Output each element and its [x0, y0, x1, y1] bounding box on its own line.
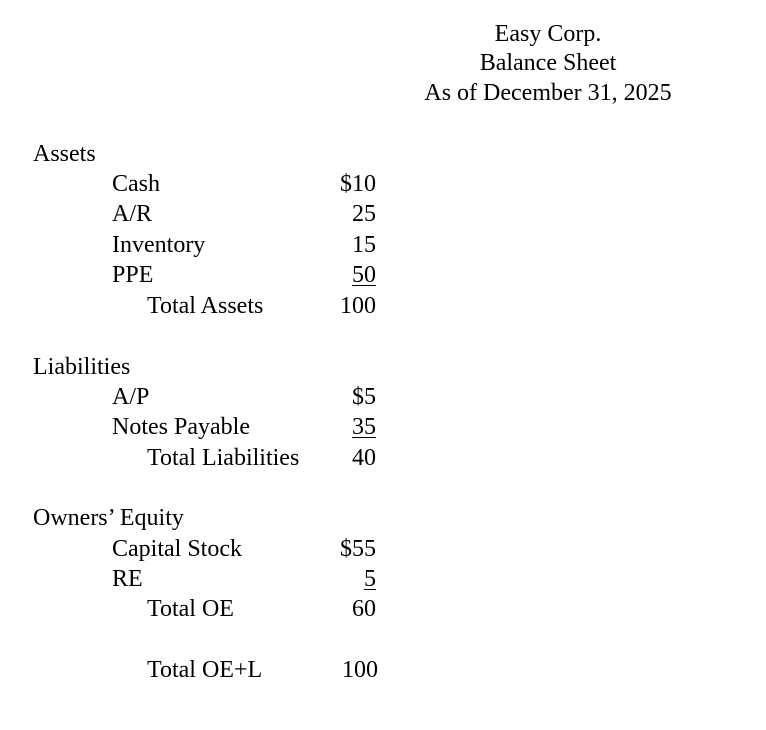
total-assets-label: Total Assets: [147, 293, 264, 319]
total-oe-l-value: 100: [342, 657, 378, 683]
equity-value-capital-stock: $55: [340, 536, 376, 562]
asset-label-ppe: PPE: [112, 262, 154, 288]
total-oe-value: 60: [352, 596, 376, 622]
asset-label-ar: A/R: [112, 201, 153, 227]
statement-title: Balance Sheet: [479, 50, 617, 76]
total-liabilities-value: 40: [352, 445, 376, 471]
total-liabilities-label: Total Liabilities: [147, 445, 300, 471]
total-oe-l-label: Total OE+L: [147, 657, 263, 683]
equity-heading: Owners’ Equity: [33, 505, 184, 531]
asset-label-cash: Cash: [112, 171, 160, 197]
equity-label-re: RE: [112, 566, 143, 592]
asset-value-inventory: 15: [352, 232, 376, 258]
total-oe-label: Total OE: [147, 596, 234, 622]
equity-value-re-text: 5: [364, 566, 376, 592]
equity-value-re: [306, 565, 376, 593]
asset-value-ppe: [306, 261, 376, 289]
liability-value-notes-payable: [306, 413, 376, 441]
asset-value-ppe-text: 50: [352, 262, 376, 288]
total-assets-value: 100: [340, 293, 376, 319]
liability-value-ap: $5: [352, 384, 376, 410]
asset-value-cash: $10: [340, 171, 376, 197]
asset-label-inventory: Inventory: [112, 232, 206, 258]
assets-heading: Assets: [33, 141, 96, 167]
statement-date: As of December 31, 2025: [424, 80, 672, 106]
liability-label-ap: A/P: [112, 384, 150, 410]
asset-value-ar: 25: [352, 201, 376, 227]
equity-label-capital-stock: Capital Stock: [112, 536, 242, 562]
liabilities-heading: Liabilities: [33, 354, 131, 380]
company-name: Easy Corp.: [494, 21, 602, 47]
liability-value-notes-payable-text: 35: [352, 414, 376, 440]
liability-label-notes-payable: Notes Payable: [112, 414, 250, 440]
